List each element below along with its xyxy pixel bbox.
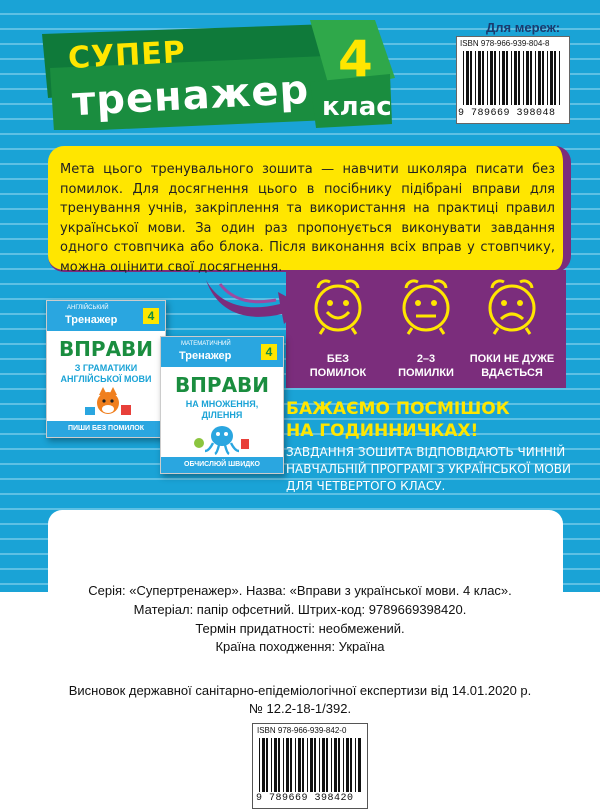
- barcode-bottom-bars: [257, 738, 363, 794]
- info-certificate-number: № 12.2-18-1/392.: [248, 701, 352, 716]
- book-title: ВПРАВИ: [174, 373, 270, 397]
- book-title: ВПРАВИ: [58, 337, 154, 361]
- sad-clock-icon: [482, 274, 542, 336]
- happy-clock-icon: [308, 274, 368, 336]
- logo-super-text: СУПЕР: [67, 34, 187, 77]
- info-certificate: Висновок державної санітарно-епідеміологічної експертизи від 14.01.2020 р.: [68, 683, 532, 698]
- barcode-bottom-number: 9 789669 398420: [256, 793, 354, 804]
- info-shelf-life: Термін придатності: необмежений.: [195, 621, 405, 636]
- wish-line2: НА ГОДИННИЧКАХ!: [286, 421, 479, 441]
- barcode-top-bars: [461, 51, 565, 107]
- book-body-line2: АНГЛІЙСЬКОЇ МОВИ: [60, 374, 152, 384]
- book-brand: Тренажер: [65, 314, 118, 326]
- network-label: Для мереж:: [486, 20, 561, 35]
- wish-heading: [286, 398, 586, 442]
- book-body-line2: ДІЛЕННЯ: [201, 410, 243, 420]
- barcode-top-isbn: ISBN 978-966-939-804-8: [460, 39, 550, 48]
- intro-text: Мета цього тренувального зошита — навчити школяра писати без помилок. Для досягнення цього в посібнику підібрані вправи для тренування учнів, закріплення та використання на практиці правил української мови. За один раз пропонується виконувати завдання одного стовпчика або блока. Після виконання всіх вправ у стовпчику, можна оцінити свої досягнення.: [60, 162, 555, 275]
- octopus-illustration-icon: [191, 423, 253, 455]
- clock-label-happy: [298, 352, 378, 380]
- clock-label-line1: БЕЗ: [326, 353, 350, 365]
- barcode-top-number: 9 789669 398048: [458, 108, 556, 119]
- barcode-bottom-isbn: ISBN 978-966-939-842-0: [257, 726, 347, 735]
- clock-label-line1: 2–3: [416, 353, 436, 365]
- program-note: ЗАВДАННЯ ЗОШИТА ВІДПОВІДАЮТЬ ЧИННІЙ НАВЧАЛЬНІЙ ПРОГРАМІ З УКРАЇНСЬКОЇ МОВИ ДЛЯ ЧЕТВЕРТОГО КЛАСУ.: [286, 445, 571, 493]
- fox-illustration-icon: [81, 387, 135, 419]
- book-series-label: АНГЛІЙСЬКИЙ: [67, 305, 109, 311]
- info-origin: Країна походження: Україна: [215, 639, 385, 654]
- book-cover-english: [46, 300, 166, 438]
- book-grade: 4: [143, 308, 159, 324]
- book-body-line1: З ГРАМАТИКИ: [74, 363, 138, 373]
- logo-trenazher-text: тренажер: [70, 66, 311, 126]
- book-cover-math: [160, 336, 284, 474]
- clock-label-line2: ПОМИЛОК: [309, 367, 367, 379]
- clock-label-line1: ПОКИ НЕ ДУЖЕ: [469, 353, 555, 365]
- clock-label-line2: ВДАЄТЬСЯ: [481, 367, 543, 379]
- logo-grade-number: 4: [338, 30, 373, 88]
- book-brand: Тренажер: [179, 350, 232, 362]
- clock-label-neutral: [386, 352, 466, 380]
- info-series: Серія: «Супертренажер». Назва: «Вправи з української мови. 4 клас».: [88, 583, 512, 598]
- logo-grade-word: клас: [322, 92, 392, 122]
- book-body-line1: НА МНОЖЕННЯ,: [185, 399, 259, 409]
- clock-label-line2: ПОМИЛКИ: [398, 367, 454, 379]
- book-series-label: МАТЕМАТИЧНИЙ: [181, 341, 231, 347]
- book-footer: ПИШИ БЕЗ ПОМИЛОК: [47, 421, 165, 437]
- book-footer: ОБЧИСЛЮЙ ШВИДКО: [161, 457, 283, 473]
- book-grade: 4: [261, 344, 277, 360]
- wish-line1: БАЖАЄМО ПОСМІШОК: [286, 399, 510, 419]
- info-material: Матеріал: папір офсетний. Штрих-код: 9789669398420.: [133, 602, 467, 617]
- clock-label-sad: [464, 352, 560, 380]
- neutral-clock-icon: [396, 274, 456, 336]
